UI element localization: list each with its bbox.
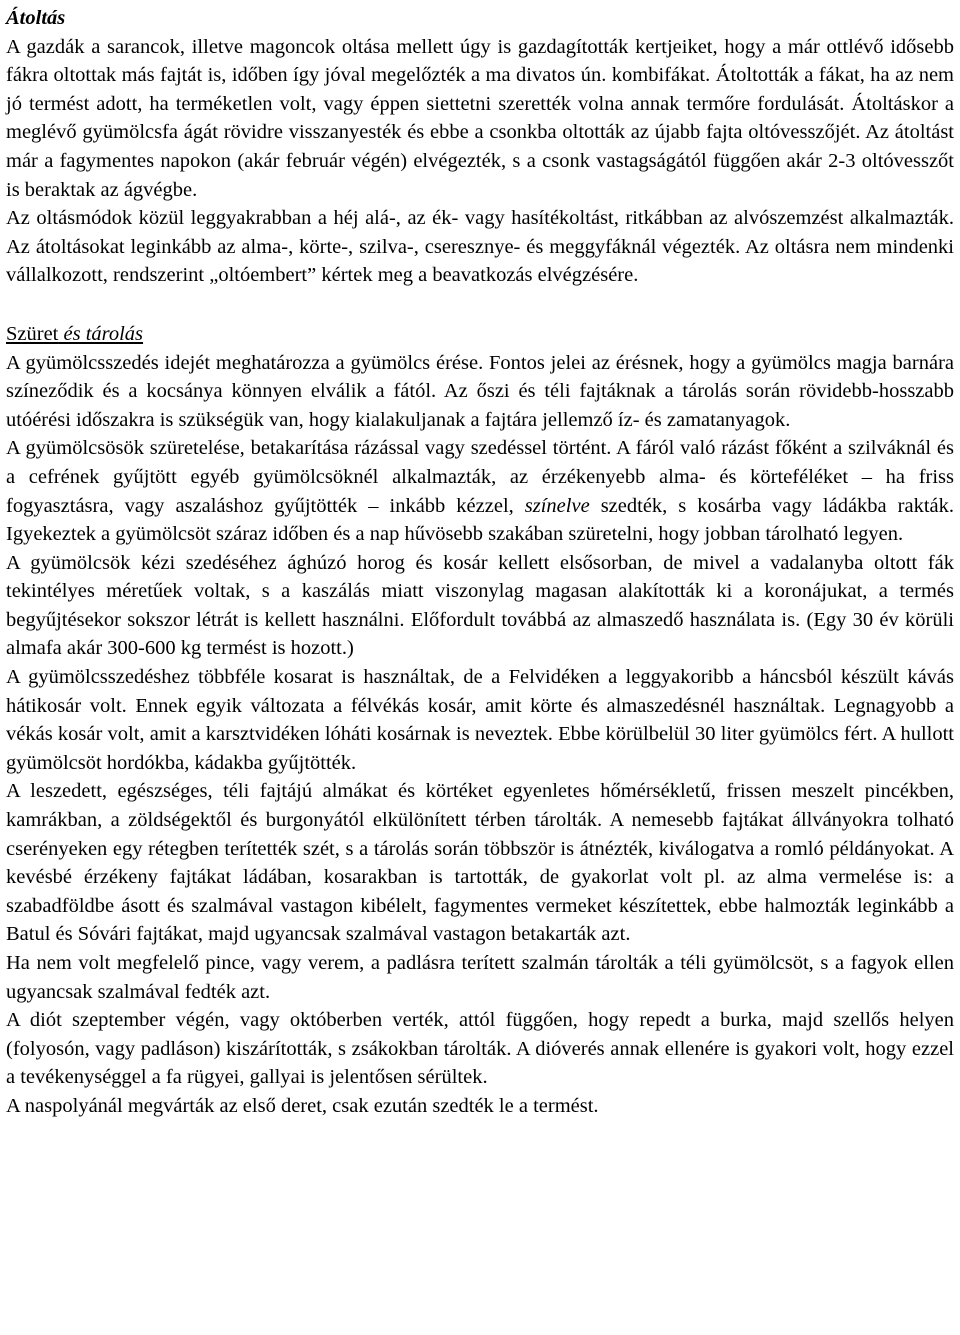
section-title-atoltas: Átoltás — [6, 7, 66, 29]
paragraph-text: szedték, s kosárba vagy ládákba rakták. Igyekeztek a gyümölcsöt száraz időben és a nap hűvösebb szakában szüretelni, hogy jobban tárolható legyen. — [6, 494, 954, 546]
paragraph: A naspolyánál megvárták az első deret, csak ezután szedték le a termést. — [6, 1094, 599, 1117]
paragraph: A gyümölcsszedés idejét meghatározza a gyümölcs érése. Fontos jelei az érésnek, hogy a gyümölcs magja barnára színeződik és a kocsánya könnyen elválik a fától. Az őszi és téli fajtáknak a tárolás során rövidebb-hosszabb utóérési időszakra is szükségük van, hogy kialakuljanak a fajtára jellemző íz- és zamatanyagok. — [6, 351, 954, 431]
italic-term: színelve — [524, 494, 590, 517]
paragraph: A gazdák a sarancok, illetve magoncok oltása mellett úgy is gazdagították kertjeiket, hogy a már ottlévő idősebb fákra oltottak más fajtát is, időben így jóval megelőzték a ma divatos ún. kombifákat. Átoltották a fákat, ha az nem jó termést adott, ha terméketlen volt, vagy éppen siettetni szerették volna annak termőre fordulását. Átoltáskor a meglévő gyümölcsfa ágát rövidre visszanyesték és ebbe a csonkba oltották az újabb fajta oltóvesszőjét. Az átoltást már a fagymentes napokon (akár február végén) elvégezték, s a csonk vastagságától függően akár 2-3 oltóvesszőt is beraktak az ágvégbe. — [6, 35, 954, 201]
paragraph-text: A gyümölcsösök szüretelése, betakarítása rázással vagy szedéssel történt. A fáról való rázást főként a szilváknál és a cefrének gyűjtött egyéb gyümölcsöknél alkalmazták, az érzékenyebb alma- és körteféléket – ha friss fogyasztásra, vagy aszaláshoz gyűjtötték – inkább kézzel, — [6, 437, 954, 517]
paragraph: A gyümölcsszedéshez többféle kosarat is használtak, de a Felvidéken a leggyakoribb a háncsból készült kávás hátikosár volt. Ennek egyik változata a félvékás kosár, amit körte és almaszedésnél használtak. Legnagyobb a vékás kosár volt, amit a karsztvidéken lóháti kosárnak is neveztek. Ebbe körülbelül 30 liter gyümölcs fért. A hullott gyümölcsöt hordókba, kádakba gyűjtötték. — [6, 666, 954, 774]
paragraph: A gyümölcsök kézi szedéséhez ághúzó horog és kosár kellett elsősorban, de mivel a vadalanyba oltott fák tekintélyes méretűek voltak, s a kaszálás miatt viszonylag magasan alakították ki a koronájukat, a termés begyűjtésekor sokszor létrát is kellett használni. Előfordult továbbá az almaszedő használata is. (Egy 30 év körüli almafa akár 300-600 kg termést is hozott.) — [6, 551, 954, 660]
paragraph: A leszedett, egészséges, téli fajtájú almákat és körtéket egyenletes hőmérsékletű, frissen meszelt pincékben, kamrákban, a zöldségektől és burgonyától elkülönített térben tárolták. A nemesebb fajtákat állványokra tolható cserényeken egy rétegben terítették szét, s a tárolás során többször is átnézték, kiválogatva a romló példányokat. A kevésbé érzékeny fajtákat ládában, kosarakban is tartották, de gyakorlat volt pl. az alma vermelése is: a szabadföldbe ásott és szalmával vastagon kibélelt, fagymentes vermeket készítettek, ebbe halmozták leginkább a Batul és Sóvári fajtákat, majd ugyancsak szalmával vastagon betakarták azt. — [6, 780, 954, 946]
paragraph: A diót szeptember végén, vagy októberben verték, attól függően, hogy repedt a burka, majd szellős helyen (folyosón, vagy padláson) kiszárították, s zsákokban tárolták. A dióverés annak ellenére is gyakori volt, hogy ezzel a tevékenységgel a fa rügyei, gallyai is jelentősen sérültek. — [6, 1009, 954, 1089]
paragraph: Az oltásmódok közül leggyakrabban a héj alá-, az ék- vagy hasítékoltást, ritkábban az alvószemzést alkalmazták. Az átoltásokat leginkább az alma-, körte-, szilva-, cseresznye- és meggyfáknál végezték. Az oltásra nem mindenki vállalkozott, rendszerint „oltóembert” kértek meg a beavatkozás elvégzésére. — [6, 207, 954, 287]
section-spacer — [6, 290, 954, 320]
paragraph — [6, 434, 954, 548]
section-title-szuret — [6, 320, 954, 349]
section-title-szuret-word: Szüret — [6, 322, 59, 345]
paragraph: Ha nem volt megfelelő pince, vagy verem, a padlásra terített szalmán tárolták a téli gyümölcsöt, s a fagyok ellen ugyancsak szalmával fedték azt. — [6, 952, 954, 1003]
section-title-tarolas: és tárolás — [58, 322, 144, 345]
